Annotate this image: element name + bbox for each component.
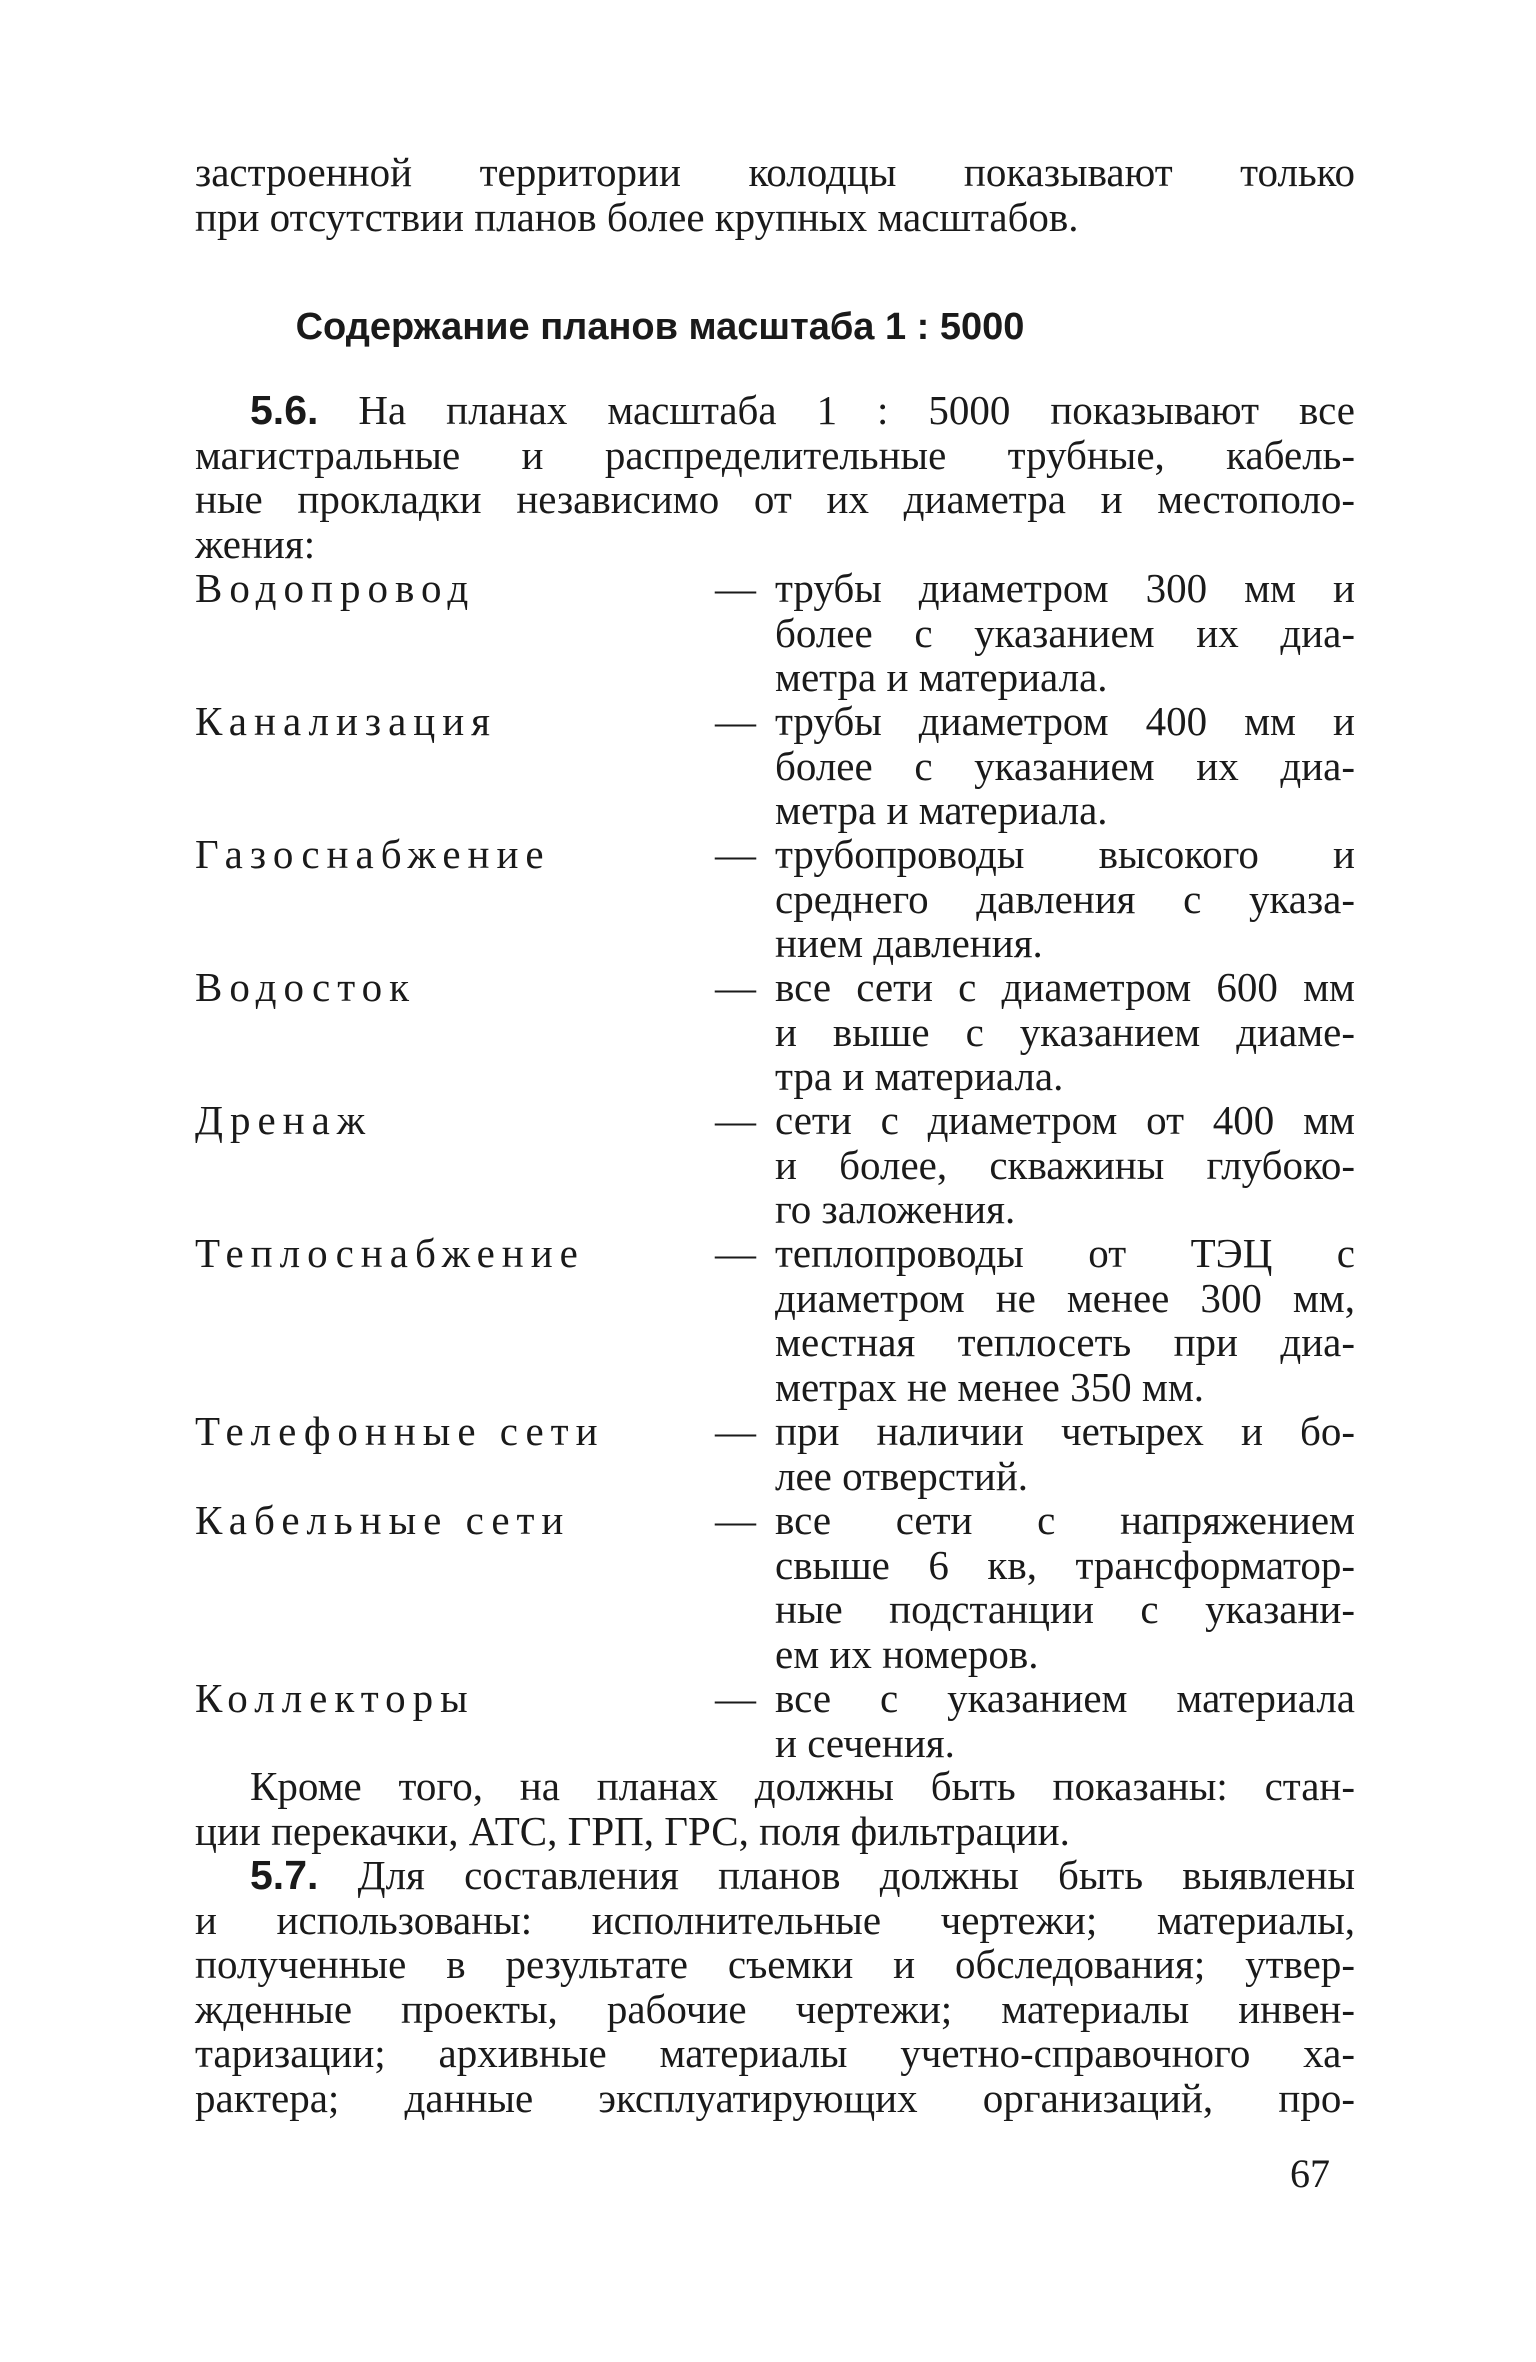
besides-paragraph	[195, 1764, 1355, 1853]
p57-line-1-text: Для составления планов должны быть выявлены	[357, 1852, 1355, 1898]
list-term: Теплоснабжение	[195, 1230, 585, 1276]
desc-line: го заложения.	[775, 1186, 1016, 1232]
intro-paragraph	[195, 150, 1355, 239]
list-term: Дренаж	[195, 1097, 373, 1143]
list-description	[775, 1498, 1355, 1676]
paragraph-5-7	[195, 1853, 1355, 2120]
list-dash: —	[715, 1497, 756, 1543]
besides-line-2: ции перекачки, АТС, ГРП, ГРС, поля фильтрации.	[195, 1807, 1070, 1854]
list-dash: —	[715, 1230, 756, 1276]
desc-line: трубопроводы высокого и	[775, 831, 1355, 877]
desc-line: среднего давления с указа-	[775, 875, 1355, 922]
intro-line-2: при отсутствии планов более крупных масштабов.	[195, 193, 1079, 240]
intro-line-1: застроенной территории колодцы показывают только	[195, 149, 1355, 195]
desc-line: и сечения.	[775, 1719, 955, 1766]
list-description	[775, 566, 1355, 700]
desc-line: ные подстанции с указани-	[775, 1586, 1355, 1632]
desc-line: сети с диаметром от 400 мм	[775, 1097, 1355, 1143]
desc-line: нием давления.	[775, 920, 1043, 966]
desc-line: диаметром не менее 300 мм,	[775, 1274, 1355, 1321]
desc-line: трубы диаметром 300 мм и	[775, 565, 1355, 611]
p56-line-2: магистральные и распределительные трубные, кабель-	[195, 431, 1355, 478]
list-dash: —	[715, 964, 756, 1010]
list-dash: —	[715, 1408, 756, 1454]
list-term: Телефонные сети	[195, 1408, 605, 1454]
desc-line: лее отверстий.	[775, 1452, 1029, 1499]
p56-line-1	[195, 388, 1355, 433]
list-dash: —	[715, 1675, 756, 1721]
desc-line: все с указанием материала	[775, 1675, 1355, 1721]
desc-line: более с указанием их диа-	[775, 609, 1355, 656]
list-dash: —	[715, 831, 756, 877]
list-term: Коллекторы	[195, 1675, 475, 1721]
list-term: Газоснабжение	[195, 831, 551, 877]
p57-line-4: жденные проекты, рабочие чертежи; материалы инвен-	[195, 1985, 1355, 2032]
p57-line-3: полученные в результате съемки и обследования; утвер-	[195, 1941, 1355, 1987]
list-description	[775, 1098, 1355, 1232]
list-term: Водопровод	[195, 565, 476, 611]
p57-line-1	[195, 1853, 1355, 1898]
desc-line: ем их номеров.	[775, 1630, 1039, 1677]
list-description	[775, 1676, 1355, 1765]
desc-line: свыше 6 кв, трансформатор-	[775, 1541, 1355, 1588]
desc-line: метра и материала.	[775, 787, 1108, 833]
p56-line-4: жения:	[195, 520, 316, 567]
desc-line: теплопроводы от ТЭЦ с	[775, 1230, 1355, 1276]
desc-line: и выше с указанием диаме-	[775, 1008, 1355, 1055]
p57-line-2: и использованы: исполнительные чертежи; материалы,	[195, 1896, 1355, 1943]
desc-line: более с указанием их диа-	[775, 742, 1355, 789]
desc-line: трубы диаметром 400 мм и	[775, 698, 1355, 744]
list-description	[775, 1409, 1355, 1498]
p56-line-3: ные прокладки независимо от их диаметра и местополо-	[195, 476, 1355, 522]
desc-line: тра и материала.	[775, 1053, 1064, 1099]
list-dash: —	[715, 698, 756, 744]
list-description	[775, 699, 1355, 833]
list-dash: —	[715, 565, 756, 611]
desc-line: метрах не менее 350 мм.	[775, 1363, 1205, 1410]
page-number: 67	[1290, 2151, 1330, 2196]
p56-line-1-text: На планах масштаба 1 : 5000 показывают все	[358, 387, 1356, 433]
besides-line-1: Кроме того, на планах должны быть показаны: стан-	[250, 1763, 1355, 1809]
p57-line-6: рактера; данные эксплуатирующих организаций, про-	[195, 2074, 1355, 2121]
list-description	[775, 965, 1355, 1099]
list-description	[775, 1231, 1355, 1409]
list-term: Кабельные сети	[195, 1497, 571, 1543]
desc-line: все сети с напряжением	[775, 1497, 1355, 1543]
p57-line-5: таризации; архивные материалы учетно-справочного ха-	[195, 2030, 1355, 2076]
desc-line: и более, скважины глубоко-	[775, 1141, 1355, 1188]
desc-line: все сети с диаметром 600 мм	[775, 964, 1355, 1010]
desc-line: местная теплосеть при диа-	[775, 1319, 1355, 1365]
list-description	[775, 832, 1355, 966]
list-dash: —	[715, 1097, 756, 1143]
list-term: Канализация	[195, 698, 498, 744]
p57-number: 5.7.	[250, 1852, 319, 1898]
p56-number: 5.6.	[250, 387, 319, 433]
desc-line: метра и материала.	[775, 654, 1108, 700]
desc-line: при наличии четырех и бо-	[775, 1408, 1355, 1454]
section-heading: Содержание планов масштаба 1 : 5000	[295, 306, 1025, 348]
paragraph-5-6	[195, 388, 1355, 566]
list-term: Водосток	[195, 964, 417, 1010]
